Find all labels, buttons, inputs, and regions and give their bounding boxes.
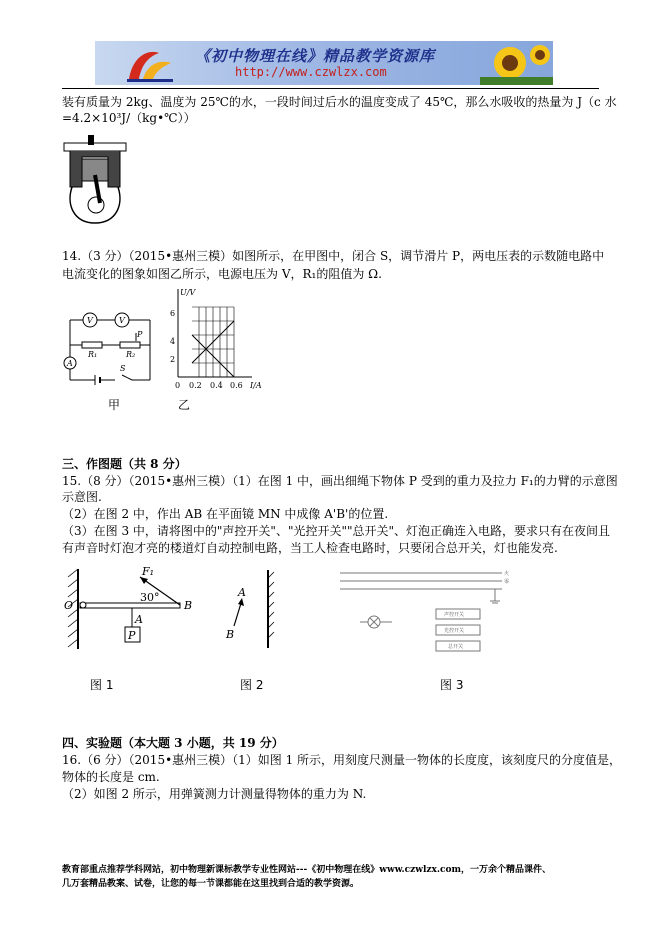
lamp-circuit-diagram [340,565,520,660]
q15-line4: （3）在图 3 中，请将图中的"声控开关"、"光控开关""总开关"、灯泡正确连入电路，要求只有在夜间且 [62,524,611,538]
voltage-current-graph [162,285,272,393]
fig1-label-b: B [184,599,193,612]
q13-line2: =4.2×10³J/（kg•℃）） [62,111,196,125]
engine-diagram [60,135,130,227]
q15-line2: 示意图. [62,490,102,504]
q14-line1: 14.（3 分）（2015•惠州三模）如图所示，在甲图中，闭合 S，调节滑片 P，两电压表的示数随电路中 [62,249,605,263]
graph-xtick-0: 0 [175,381,181,390]
q16-line3: （2）如图 2 所示，用弹簧测力计测量得物体的重力为 N. [62,787,367,801]
fig3-caption: 图 3 [440,678,464,692]
graph-xlabel: I/A [250,381,262,390]
graph-ytick-2: 2 [170,355,176,364]
graph-xtick-04: 0.4 [210,381,223,390]
fig3-label-light-switch: 光控开关 [444,628,465,634]
graph-ylabel: U/V [180,288,196,297]
ammeter-label: A [67,359,73,368]
voltmeter2-label: V [119,316,125,325]
circuit-diagram [60,305,160,390]
mirror-diagram [220,570,280,650]
graph-ytick-6: 6 [170,309,176,318]
slider-label: P [137,330,143,339]
fig1-label-p: P [128,629,136,642]
fig2-label-a: A [238,586,246,599]
fig1-label-angle: 30° [140,591,160,604]
fig3-label-sound-switch: 声控开关 [444,612,465,618]
lever-diagram [62,565,202,657]
q15-line5: 有声音时灯泡才亮的楼道灯自动控制电路，当工人检查电路时，只要闭合总开关，灯也能发亮. [62,541,558,555]
fig1-caption: 图 1 [90,678,114,692]
q14-line2: 电流变化的图象如图乙所示，电源电压为 V，R₁的阻值为 Ω. [62,267,382,281]
section3-heading: 三、作图题（共 8 分） [62,457,187,471]
graph-caption: 乙 [178,398,191,412]
fig1-label-a: A [135,613,143,626]
banner-url: http://www.czwlzx.com [235,65,387,79]
graph-xtick-06: 0.6 [230,381,243,390]
header-rule [62,88,599,89]
graph-ytick-4: 4 [170,337,176,346]
graph-xtick-02: 0.2 [189,381,202,390]
fig1-label-o: O [64,599,74,612]
switch-label: S [120,364,126,373]
q16-line1: 16.（6 分）（2015•惠州三模）（1）如图 1 所示，用刻度尺测量一物体的长度度，该刻度尺的分度值是， [62,753,622,767]
header-banner [95,41,553,85]
footer-line1: 教育部重点推荐学科网站，初中物理新课标教学专业性网站---《初中物理在线》www.czwlzx.com，一万余个精品课件、 [62,865,552,875]
banner-title: 《初中物理在线》精品教学资源库 [195,47,436,65]
sunflower-icon [480,41,553,85]
circuit-caption: 甲 [108,398,121,412]
fig3-label-live: 火 [504,571,510,577]
q15-line1: 15.（8 分）（2015•惠州三模）（1）在图 1 中，画出细绳下物体 P 受到的重力及拉力 F₁的力臂的示意图 [62,474,618,488]
footer-line2: 几万套精品教案、试卷，让您的每一节课都能在这里找到合适的教学资源。 [62,879,360,889]
voltmeter1-label: V [87,316,93,325]
section4-heading: 四、实验题（本大题 3 小题，共 19 分） [62,736,284,750]
fig1-label-f1: F₁ [142,565,155,578]
fig2-caption: 图 2 [240,678,264,692]
r2-label: R₂ [126,350,136,359]
q16-line2: 物体的长度是 cm. [62,770,160,784]
site-logo-icon [123,45,183,83]
q15-line3: （2）在图 2 中，作出 AB 在平面镜 MN 中成像 A'B'的位置. [62,507,389,521]
fig3-label-main-switch: 总开关 [448,644,464,650]
r1-label: R₁ [88,350,98,359]
q13-line1: 装有质量为 2kg、温度为 25℃的水，一段时间过后水的温度变成了 45℃，那么水吸收的热量为 J（c 水 [62,95,617,109]
fig2-label-b: B [226,628,235,641]
fig3-label-neutral: 零 [504,579,510,585]
